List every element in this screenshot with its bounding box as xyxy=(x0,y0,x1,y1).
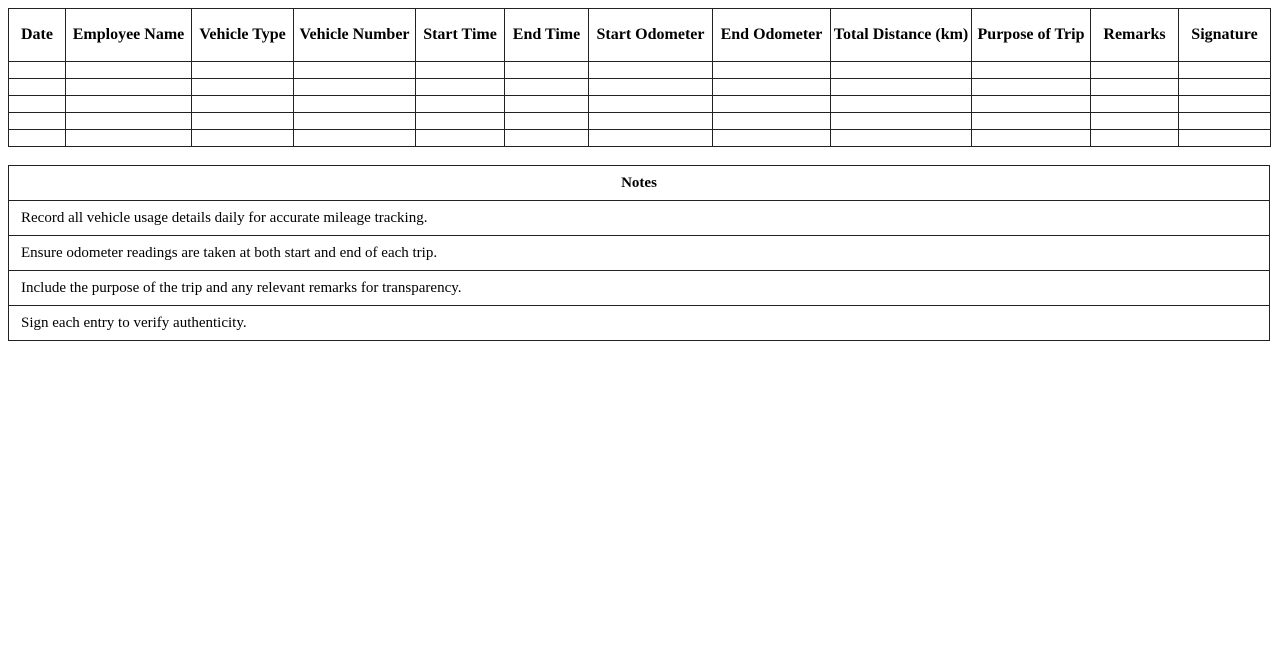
table-cell[interactable] xyxy=(1091,62,1179,79)
table-row xyxy=(9,113,1271,130)
table-cell[interactable] xyxy=(192,130,294,147)
table-cell[interactable] xyxy=(416,96,505,113)
table-cell[interactable] xyxy=(294,113,416,130)
table-cell[interactable] xyxy=(416,79,505,96)
table-cell[interactable] xyxy=(831,62,972,79)
table-cell[interactable] xyxy=(1179,79,1271,96)
col-end-odometer: End Odometer xyxy=(713,9,831,62)
col-employee-name: Employee Name xyxy=(66,9,192,62)
table-cell[interactable] xyxy=(589,79,713,96)
table-cell[interactable] xyxy=(9,130,66,147)
note-item: Record all vehicle usage details daily for accurate mileage tracking. xyxy=(9,201,1270,236)
table-cell[interactable] xyxy=(1091,96,1179,113)
table-cell[interactable] xyxy=(1091,79,1179,96)
table-cell[interactable] xyxy=(9,79,66,96)
table-cell[interactable] xyxy=(416,113,505,130)
table-cell[interactable] xyxy=(972,130,1091,147)
table-cell[interactable] xyxy=(66,130,192,147)
table-cell[interactable] xyxy=(831,113,972,130)
table-cell[interactable] xyxy=(713,79,831,96)
col-end-time: End Time xyxy=(505,9,589,62)
table-cell[interactable] xyxy=(416,130,505,147)
table-cell[interactable] xyxy=(1179,96,1271,113)
table-row xyxy=(9,79,1271,96)
table-cell[interactable] xyxy=(9,62,66,79)
table-cell[interactable] xyxy=(505,130,589,147)
col-purpose-of-trip: Purpose of Trip xyxy=(972,9,1091,62)
table-cell[interactable] xyxy=(972,79,1091,96)
notes-title: Notes xyxy=(9,166,1270,201)
vehicle-log-table xyxy=(8,8,1271,147)
col-start-odometer: Start Odometer xyxy=(589,9,713,62)
table-cell[interactable] xyxy=(831,96,972,113)
col-vehicle-number: Vehicle Number xyxy=(294,9,416,62)
table-cell[interactable] xyxy=(294,96,416,113)
col-date: Date xyxy=(9,9,66,62)
notes-table xyxy=(8,165,1270,341)
table-cell[interactable] xyxy=(589,62,713,79)
table-cell[interactable] xyxy=(713,113,831,130)
col-total-distance: Total Distance (km) xyxy=(831,9,972,62)
col-remarks: Remarks xyxy=(1091,9,1179,62)
table-cell[interactable] xyxy=(1179,113,1271,130)
table-cell[interactable] xyxy=(713,62,831,79)
col-signature: Signature xyxy=(1179,9,1271,62)
table-cell[interactable] xyxy=(294,130,416,147)
table-cell[interactable] xyxy=(505,62,589,79)
table-cell[interactable] xyxy=(505,79,589,96)
table-cell[interactable] xyxy=(831,130,972,147)
note-item: Sign each entry to verify authenticity. xyxy=(9,306,1270,341)
table-cell[interactable] xyxy=(66,62,192,79)
note-item: Ensure odometer readings are taken at both start and end of each trip. xyxy=(9,236,1270,271)
table-cell[interactable] xyxy=(294,62,416,79)
table-row xyxy=(9,96,1271,113)
table-cell[interactable] xyxy=(416,62,505,79)
table-cell[interactable] xyxy=(972,113,1091,130)
log-table-body xyxy=(9,62,1271,147)
table-cell[interactable] xyxy=(66,96,192,113)
table-cell[interactable] xyxy=(505,113,589,130)
table-cell[interactable] xyxy=(831,79,972,96)
header-row xyxy=(9,9,1271,62)
table-cell[interactable] xyxy=(192,62,294,79)
table-cell[interactable] xyxy=(192,96,294,113)
table-cell[interactable] xyxy=(1179,62,1271,79)
table-cell[interactable] xyxy=(1091,130,1179,147)
table-cell[interactable] xyxy=(589,96,713,113)
table-cell[interactable] xyxy=(589,130,713,147)
table-cell[interactable] xyxy=(9,113,66,130)
table-cell[interactable] xyxy=(192,79,294,96)
table-cell[interactable] xyxy=(972,62,1091,79)
table-cell[interactable] xyxy=(505,96,589,113)
table-cell[interactable] xyxy=(66,113,192,130)
table-cell[interactable] xyxy=(66,79,192,96)
col-vehicle-type: Vehicle Type xyxy=(192,9,294,62)
table-cell[interactable] xyxy=(1091,113,1179,130)
col-start-time: Start Time xyxy=(416,9,505,62)
table-row xyxy=(9,130,1271,147)
note-item: Include the purpose of the trip and any relevant remarks for transparency. xyxy=(9,271,1270,306)
table-cell[interactable] xyxy=(589,113,713,130)
table-cell[interactable] xyxy=(192,113,294,130)
table-cell[interactable] xyxy=(713,96,831,113)
table-cell[interactable] xyxy=(1179,130,1271,147)
table-cell[interactable] xyxy=(972,96,1091,113)
table-cell[interactable] xyxy=(9,96,66,113)
table-row xyxy=(9,62,1271,79)
table-cell[interactable] xyxy=(294,79,416,96)
table-cell[interactable] xyxy=(713,130,831,147)
